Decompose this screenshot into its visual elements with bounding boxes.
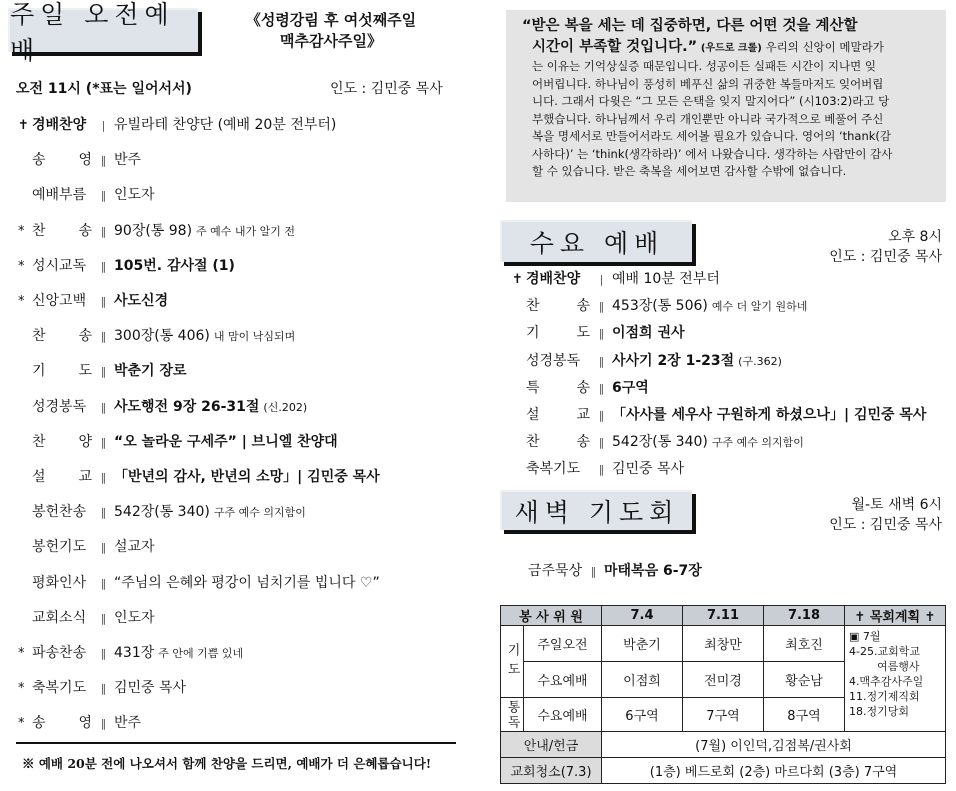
wednesday-leader-text: 인도 : 김민중 목사 (829, 249, 942, 265)
order-label: 경배찬양 (32, 117, 87, 133)
order-row (512, 322, 685, 342)
table-header-plan: ✝ 목회계획 ✝ (845, 606, 946, 626)
order-note: 구주 예수 의지함이 (711, 436, 804, 450)
footer-divider (16, 742, 456, 744)
dawn-meditation-value: 마태복음 6-7장 (604, 563, 702, 579)
order-row (18, 607, 155, 627)
order-label: 설 교 (32, 469, 92, 485)
dawn-meditation-label: 금주묵상 (528, 563, 583, 579)
quote-body (518, 58, 936, 181)
order-note: (구.362) (738, 354, 782, 368)
quote-line: 부했습니다. 하나님께서 우리 개인뿐만 아니라 국가적으로 베풀어 주신 (532, 111, 884, 126)
order-value: 「사사를 세우사 구원하게 하셨으나」| 김민중 목사 (612, 407, 927, 423)
order-separator: ‖ (598, 300, 604, 314)
order-row (18, 642, 243, 662)
order-row (512, 458, 684, 478)
order-separator: ‖ (100, 400, 106, 414)
order-label: 성시교독 (32, 257, 87, 274)
sunday-leader (330, 78, 443, 98)
table-header-date-3: 7.18 (764, 606, 845, 626)
order-separator: ‖ (100, 471, 106, 484)
order-value: 사도신경 (114, 293, 169, 309)
order-row (18, 220, 295, 240)
order-note: 주 안에 기쁨 있네 (158, 647, 244, 660)
order-separator: ‖ (598, 327, 604, 341)
order-value: 인도자 (114, 187, 155, 204)
footer-note (22, 754, 431, 772)
sunday-service-title-text: 주일 오전예배 (10, 0, 175, 65)
order-row (18, 255, 235, 275)
sunday-service-title (8, 0, 198, 65)
order-label: 봉헌찬송 (32, 504, 87, 521)
dawn-leader-text: 인도 : 김민중 목사 (829, 517, 942, 533)
order-value: 예배 10분 전부터 (612, 271, 720, 287)
order-row (18, 466, 380, 486)
quote-lead-line-1: “받은 복을 세는 데 집중하면, 다른 어떤 것을 계산할 (522, 18, 858, 34)
cross-icon: ✝ (512, 272, 523, 287)
table-cell: 7구역 (683, 698, 764, 732)
order-note: 주 예수 내가 알기 전 (196, 224, 296, 238)
guide-value: (7월) 이인덕,김점복/권사회 (602, 732, 946, 758)
order-label: 성경봉독 (526, 352, 581, 369)
dawn-time-text: 월-토 새벽 6시 (851, 497, 942, 513)
order-label: 찬 송 (32, 328, 92, 345)
order-row (512, 431, 804, 451)
sunday-subtitle (222, 10, 440, 52)
quote-line: 니다. 그래서 다윗은 “그 모든 은택을 잊지 말지어다” (시103:2)라고 당 (532, 94, 890, 108)
order-value: 이점희 권사 (612, 325, 685, 342)
order-row (512, 350, 782, 370)
table-row-label: 수요예배 (524, 662, 602, 698)
order-separator: ‖ (100, 506, 106, 520)
order-value: “오 놀라운 구세주” | 브니엘 찬양대 (114, 433, 338, 450)
sunday-leader-text: 인도 : 김민중 목사 (330, 81, 443, 97)
order-separator: ‖ (100, 717, 106, 731)
table-cell: 최창만 (683, 626, 764, 662)
order-value: 김민중 목사 (612, 461, 685, 478)
order-value: “주님의 은혜와 평강이 넘치기를 빕니다 ♡” (114, 574, 380, 591)
dawn-time (829, 494, 942, 534)
table-group-reading: 통독 (501, 698, 524, 732)
order-separator: ‖ (598, 409, 604, 422)
table-row-label: 수요예배 (524, 698, 602, 732)
table-cell: 6구역 (602, 698, 683, 732)
order-separator: ‖ (100, 295, 106, 308)
order-label: 예배부름 (32, 187, 87, 204)
order-value: 542장(통 340) (612, 434, 708, 451)
order-label: 설 교 (526, 407, 590, 423)
quote-line: 사하다)’ 는 ‘think(생각하라)’ 에서 나왔습니다. 생각하는 사람만이 감사 (532, 146, 893, 161)
order-separator: ‖ (100, 365, 106, 379)
order-row (18, 712, 141, 732)
wednesday-time (829, 226, 942, 266)
volunteer-table (500, 605, 946, 784)
table-cell: 8구역 (764, 698, 845, 732)
standing-mark: * (18, 258, 25, 274)
order-value: 542장(통 340) (114, 504, 210, 521)
order-separator: ‖ (100, 611, 106, 625)
order-value: 105번. 감사절 (1) (114, 257, 235, 274)
order-label: 찬 송 (526, 298, 590, 315)
order-value: 사사기 2장 1-23절 (612, 352, 735, 369)
quote-line: 어버립니다. 하나님이 풍성히 베푸신 삶의 귀중한 복들마저도 잊어버립 (532, 76, 884, 91)
plan-line: 11.정기제직회 (849, 690, 920, 703)
wednesday-title-text: 수요 예배 (529, 229, 665, 258)
order-separator: ‖ (100, 259, 106, 273)
order-row (18, 325, 295, 345)
order-label: 신앙고백 (32, 293, 87, 309)
order-row (18, 396, 307, 416)
ministry-plan (845, 626, 946, 732)
standing-mark: * (18, 294, 25, 309)
table-header-date-2: 7.11 (683, 606, 764, 626)
order-separator: ‖ (100, 330, 106, 344)
order-value: 431장 (114, 645, 155, 661)
order-row (18, 184, 155, 204)
dawn-title-text: 새벽 기도회 (514, 498, 680, 527)
wednesday-service-title (500, 220, 692, 262)
plan-line: 18.정기당회 (849, 705, 909, 718)
order-row (18, 501, 306, 521)
sunday-time (16, 78, 192, 98)
subtitle-line-2: 맥추감사주일》 (280, 32, 382, 50)
order-label: 송 영 (32, 715, 92, 732)
order-note: 예수 더 알기 원하네 (711, 300, 808, 314)
plan-line: 4-25.교회학교 (849, 645, 920, 658)
order-value: 김민중 목사 (114, 680, 187, 697)
order-row (18, 572, 380, 592)
order-label: 경배찬양 (526, 271, 581, 287)
quote-line: 는 이유는 기억상실증 때문입니다. 성공이든 실패든 시간이 지나면 잊 (532, 59, 876, 73)
order-value: 반주 (114, 715, 142, 732)
sunday-time-text: 오전 11시 (*표는 일어서서) (16, 81, 192, 97)
table-cell: 최호진 (764, 626, 845, 662)
order-label: 찬 양 (32, 433, 92, 450)
table-cell: 황순남 (764, 662, 845, 698)
order-row (18, 431, 338, 451)
quote-author: (우드로 크롤) (700, 43, 762, 54)
quote-tail: 우리의 신앙이 메말라가 (761, 40, 884, 54)
order-label: 봉헌기도 (32, 539, 87, 556)
dawn-meditation-sep: ‖ (590, 565, 596, 578)
wednesday-time-text: 오후 8시 (888, 229, 942, 245)
order-value: 300장(통 406) (114, 328, 210, 345)
order-separator: ‖ (100, 576, 106, 590)
order-row (18, 360, 187, 380)
order-label: 축복기도 (32, 680, 87, 697)
order-separator: ‖ (100, 189, 106, 203)
order-separator: ‖ (598, 354, 604, 368)
order-separator: ‖ (598, 381, 604, 395)
plan-line: ▣ 7월 (849, 630, 881, 643)
order-separator: ‖ (100, 682, 106, 696)
order-note: 내 맘이 낙심되며 (213, 330, 296, 344)
order-note: (신.202) (263, 400, 308, 414)
order-label: 특 송 (526, 379, 590, 396)
order-separator: | (599, 273, 603, 286)
order-separator: ‖ (100, 647, 106, 660)
order-row (18, 114, 336, 134)
order-value: 유빌라테 찬양단 (예배 20분 전부터) (114, 117, 337, 133)
dawn-prayer-title (500, 490, 692, 530)
order-row (18, 149, 141, 169)
table-header-volunteers: 봉 사 위 원 (501, 606, 602, 626)
order-label: 찬 송 (32, 222, 92, 239)
order-separator: ‖ (598, 463, 604, 477)
order-value: 453장(통 506) (612, 298, 708, 315)
order-separator: | (101, 119, 105, 132)
order-row (18, 536, 155, 556)
order-value: 6구역 (612, 379, 649, 396)
order-label: 성경봉독 (32, 398, 87, 415)
order-value: 박춘기 장로 (114, 363, 187, 380)
order-row (18, 290, 168, 310)
order-label: 송 영 (32, 152, 92, 169)
cleaning-value: (1층) 베드로회 (2층) 마르다회 (3층) 7구역 (602, 758, 946, 784)
order-label: 평화인사 (32, 574, 87, 591)
dawn-meditation-row (528, 560, 702, 580)
order-separator: ‖ (100, 154, 106, 168)
order-row (512, 268, 720, 288)
table-cell: 박춘기 (602, 626, 683, 662)
table-row-label: 주일오전 (524, 626, 602, 662)
quote-line: 복을 명세서로 만들어서라도 세어볼 필요가 있습니다. 영어의 ‘thank(감 (532, 129, 892, 143)
order-value: 사도행전 9장 26-31절 (114, 398, 260, 415)
order-row (512, 295, 807, 315)
order-separator: ‖ (100, 541, 106, 555)
order-row (512, 377, 649, 397)
order-label: 교회소식 (32, 609, 87, 626)
order-label: 파송찬송 (32, 645, 87, 661)
quote-line: 할 수 있습니다. 받은 축복을 세어보면 감사할 수밖에 없습니다. (532, 164, 847, 178)
standing-mark: * (18, 646, 25, 661)
plan-line: 4.맥추감사주일 (849, 675, 924, 688)
order-value: 반주 (114, 152, 142, 169)
table-cell: 이점희 (602, 662, 683, 698)
table-group-prayer: 기도 (501, 626, 524, 698)
standing-mark: * (18, 681, 25, 697)
order-value: 90장(통 98) (114, 222, 193, 239)
guide-label: 안내/헌금 (501, 732, 602, 758)
plan-line: 여름행사 (877, 660, 920, 673)
order-separator: ‖ (598, 436, 604, 450)
order-value: 인도자 (114, 609, 155, 626)
order-label: 축복기도 (526, 461, 581, 478)
cross-icon: ✝ (18, 118, 29, 133)
quote-box (506, 10, 946, 202)
order-separator: ‖ (100, 224, 106, 238)
subtitle-line-1: 《성령강림 후 여섯째주일 (245, 11, 417, 29)
order-note: 구주 예수 의지함이 (213, 506, 306, 520)
quote-lead-line-2: 시간이 부족할 것입니다.” (532, 39, 698, 55)
standing-mark: * (18, 223, 25, 239)
order-separator: ‖ (100, 435, 106, 449)
standing-mark: * (18, 716, 25, 732)
order-label: 찬 송 (526, 434, 590, 451)
table-header-date-1: 7.4 (602, 606, 683, 626)
order-row (512, 404, 926, 424)
order-row (18, 677, 186, 697)
footer-note-text: ※ 예배 20분 전에 나오셔서 함께 찬양을 드리면, 예배가 더 은혜롭습니다! (22, 756, 432, 771)
order-label: 기 도 (32, 363, 92, 380)
table-cell: 전미경 (683, 662, 764, 698)
cleaning-label: 교회청소(7.3) (501, 758, 602, 784)
order-value: 「반년의 감사, 반년의 소망」| 김민중 목사 (114, 469, 380, 485)
order-value: 설교자 (114, 539, 155, 556)
order-label: 기 도 (526, 325, 590, 342)
